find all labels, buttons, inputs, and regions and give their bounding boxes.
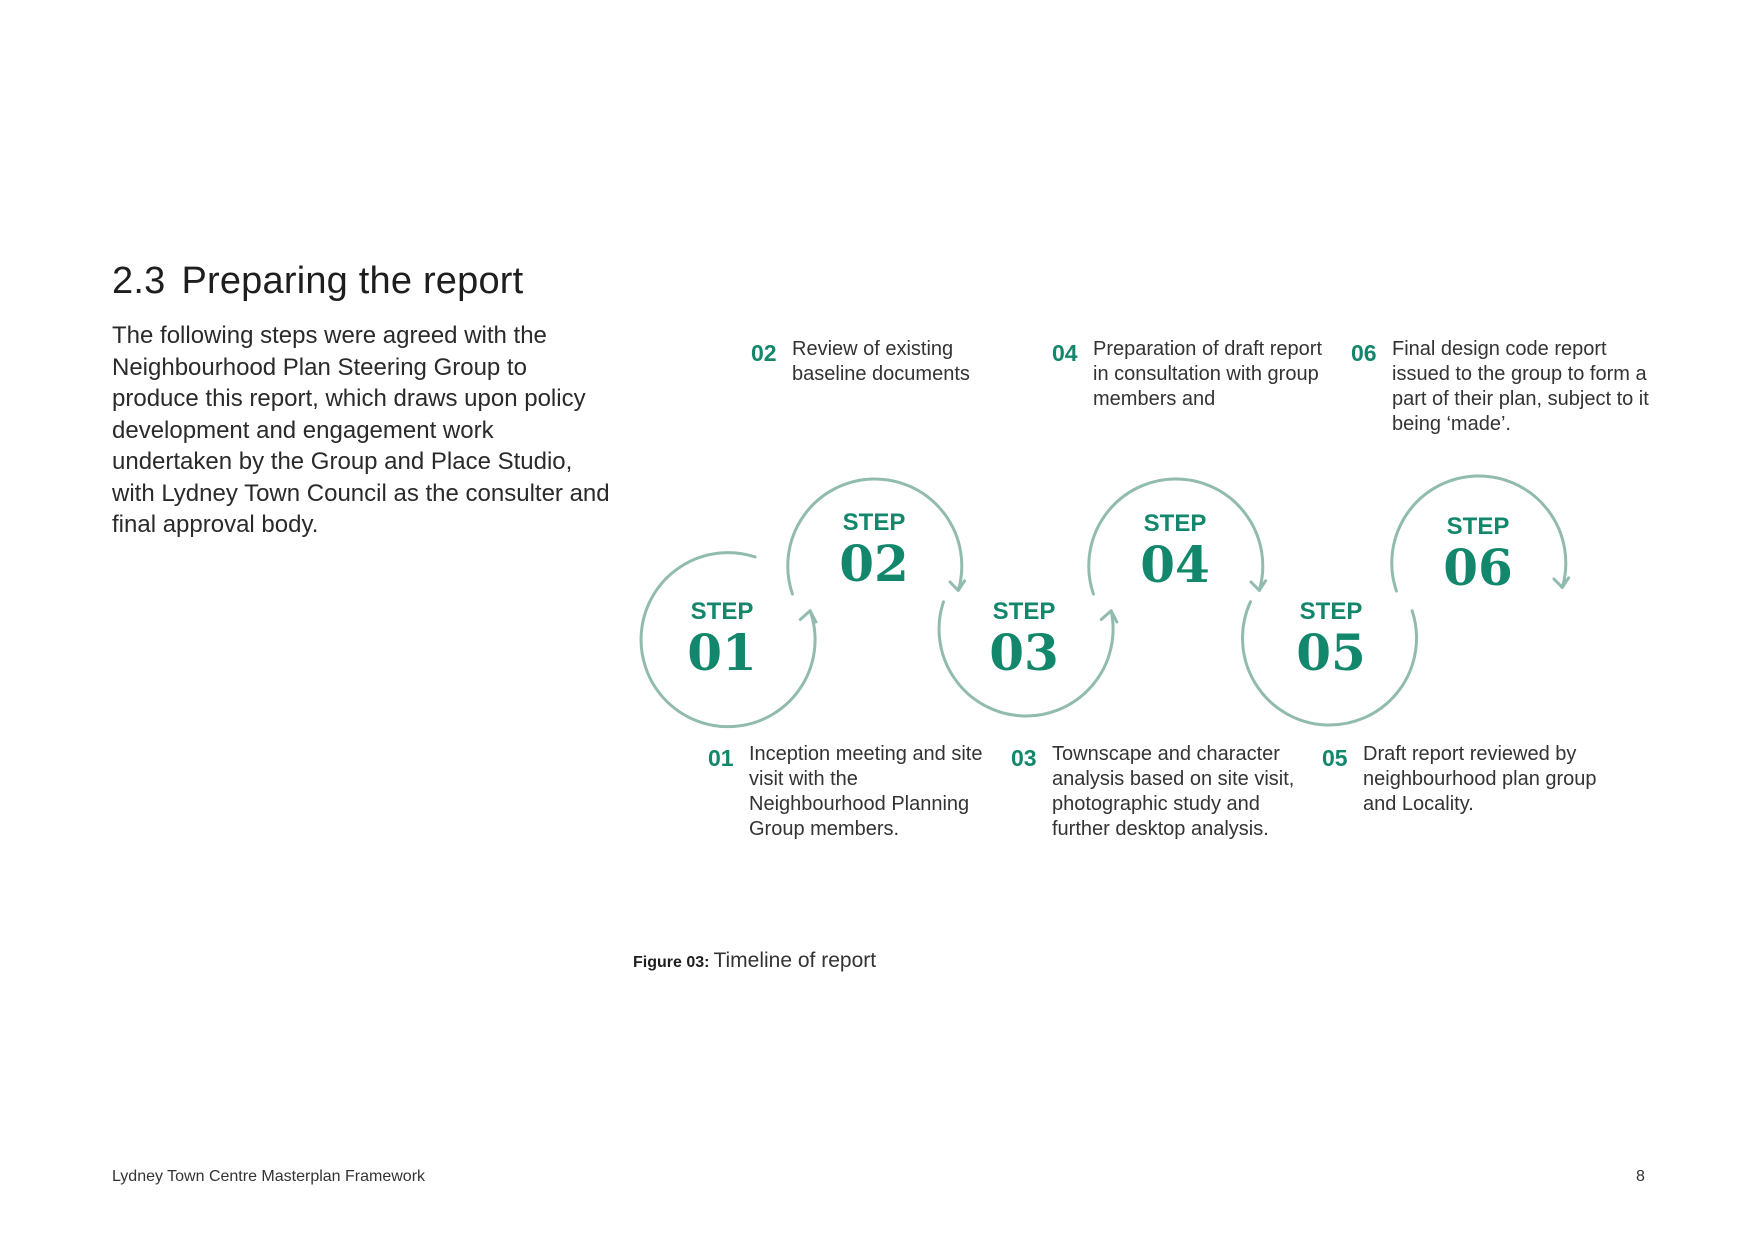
step-label-02: STEP	[842, 509, 906, 536]
footer-document-title: Lydney Town Centre Masterplan Framework	[112, 1168, 426, 1185]
section-title: Preparing the report	[181, 260, 524, 302]
step-description-text: Draft report reviewed by neighbourhood plan group and Locality.	[1363, 743, 1597, 815]
page-number: 8	[1636, 1168, 1645, 1185]
step-label-03: STEP	[992, 598, 1056, 625]
step-label-05: STEP	[1299, 598, 1363, 625]
figure-caption	[633, 949, 876, 973]
step-number-02: 02	[839, 534, 909, 593]
arrowhead-step-02	[950, 581, 965, 591]
step-label-04: STEP	[1143, 510, 1207, 537]
step-description-number: 05	[1322, 745, 1348, 771]
step-description-text: Preparation of draft report in consultation with group members and	[1093, 338, 1323, 410]
intro-paragraph: The following steps were agreed with the Neighbourhood Plan Steering Group to produce this report, which draws upon policy development and engagement work undertaken by the Group and Place Studio, with Lydney Town Council as the consulter and final approval body.	[112, 322, 610, 538]
step-description-number: 03	[1011, 745, 1037, 771]
step-description-number: 04	[1052, 340, 1078, 366]
arrowhead-step-01	[800, 611, 816, 622]
step-description-number: 01	[708, 745, 734, 771]
step-description-text: Townscape and character analysis based on site visit, photographic study and further desktop analysis.	[1052, 743, 1295, 840]
step-number-05: 05	[1296, 623, 1366, 682]
step-number-06: 06	[1443, 538, 1513, 597]
step-description-number: 02	[751, 340, 777, 366]
arrowhead-step-04	[1251, 581, 1266, 591]
figure-caption-text: Timeline of report	[713, 949, 877, 972]
step-description-text: Review of existing baseline documents	[792, 338, 970, 385]
step-description-text: Final design code report issued to the group to form a part of their plan, subject to it being ‘made’.	[1392, 338, 1649, 435]
step-number-03: 03	[989, 623, 1059, 682]
figure-label: Figure 03:	[633, 954, 710, 971]
section-heading	[112, 260, 523, 303]
step-label-06: STEP	[1446, 513, 1510, 540]
section-number: 2.3	[112, 260, 166, 302]
step-number-01: 01	[687, 623, 757, 682]
arrowhead-step-06	[1554, 578, 1569, 588]
step-description-text: Inception meeting and site visit with the Neighbourhood Planning Group members.	[749, 743, 983, 840]
step-number-04: 04	[1140, 535, 1210, 594]
step-label-01: STEP	[690, 598, 754, 625]
arrowhead-step-03	[1101, 611, 1117, 622]
step-description-number: 06	[1351, 340, 1377, 366]
